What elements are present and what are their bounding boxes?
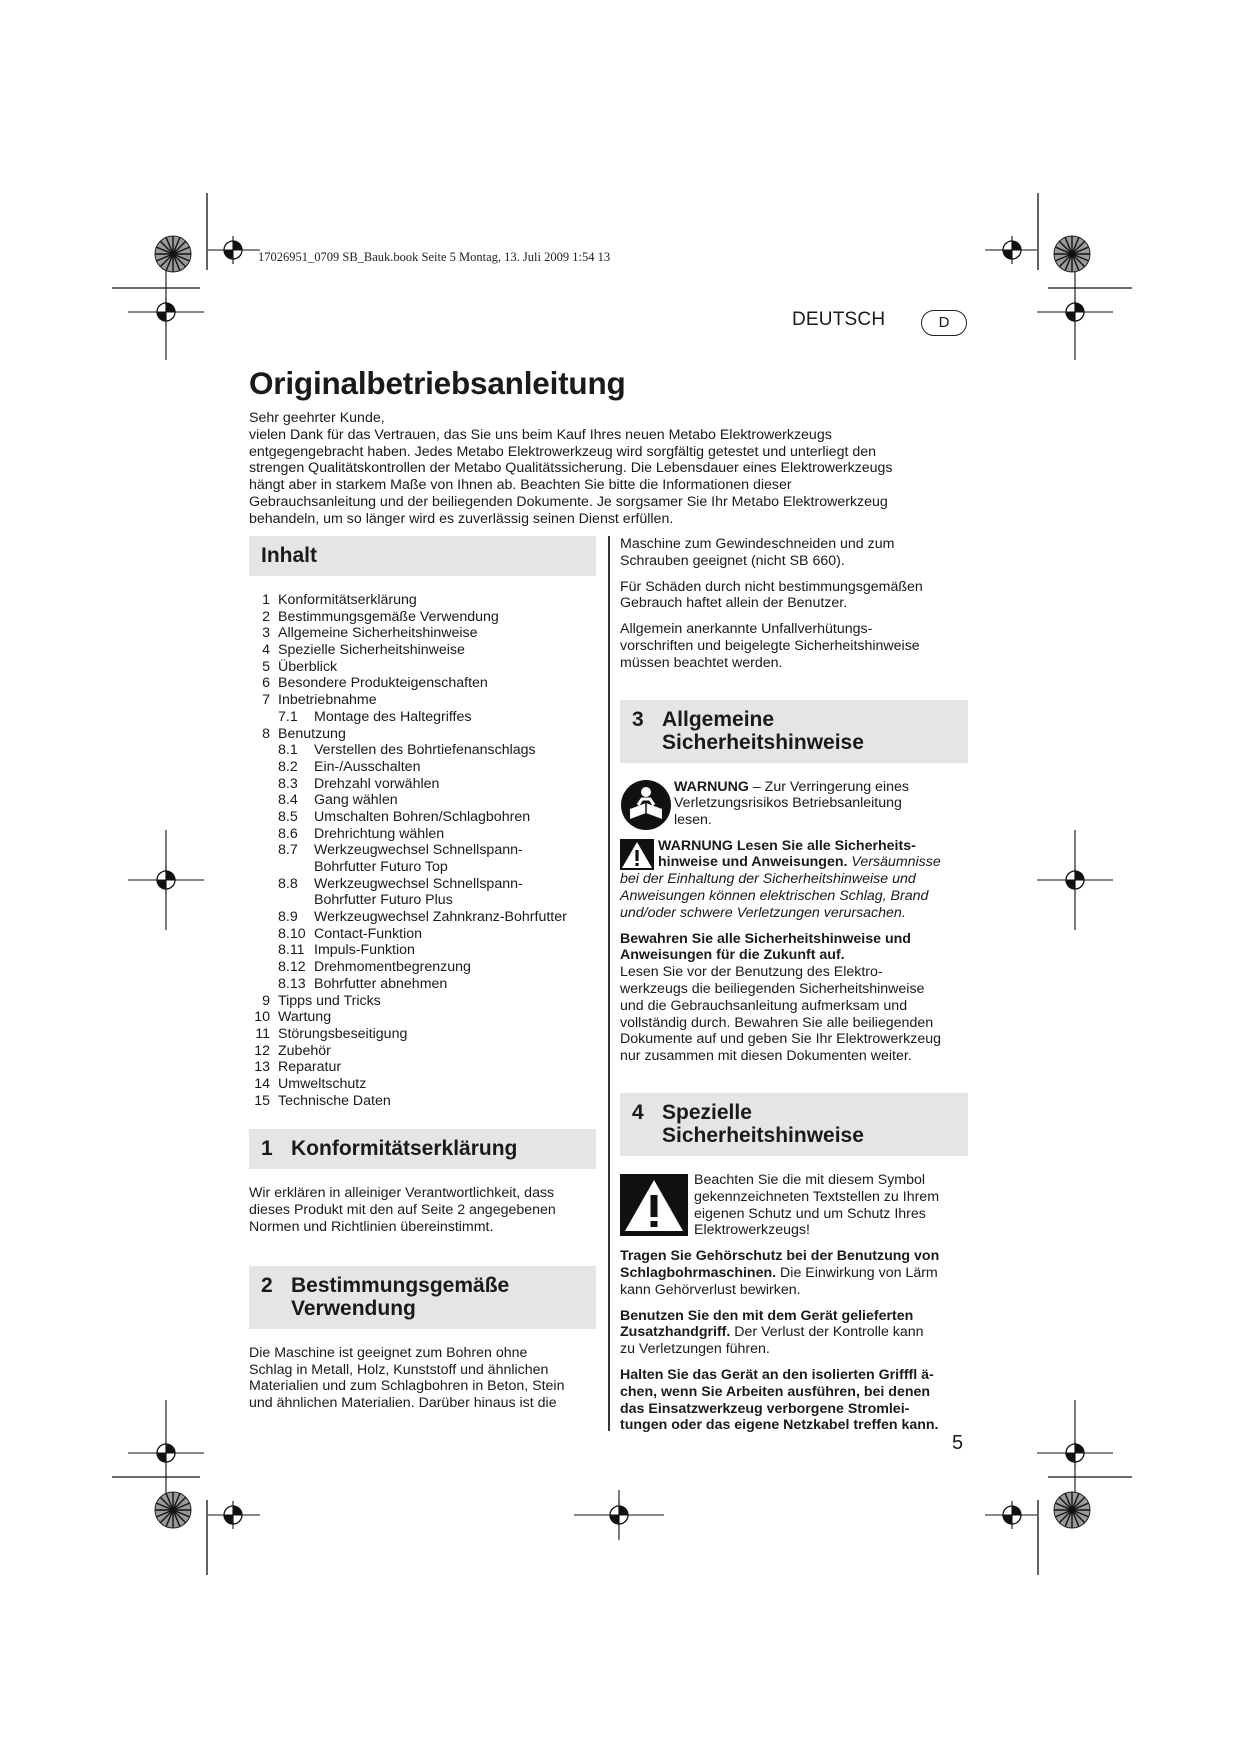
color-target-icon: [1054, 1492, 1090, 1528]
intro-text: [249, 410, 979, 528]
toc-item[interactable]: 12 Zubehör: [254, 1042, 331, 1059]
column-divider: [608, 536, 610, 1431]
registration-mark-icon: [208, 1501, 260, 1529]
toc-item[interactable]: 13 Reparatur: [254, 1059, 342, 1076]
registration-mark-icon: [208, 236, 260, 264]
registration-mark-icon: [1037, 1400, 1113, 1497]
toc-subitem[interactable]: 8.5 Umschalten Bohren/Schlagbohren: [278, 808, 531, 825]
paragraph: Maschine zum Gewindeschneiden und zum Schrauben geeignet (nicht SB 660).: [620, 536, 895, 569]
toc-item[interactable]: 3 Allgemeine Sicherheitshinweise: [262, 625, 478, 642]
language-code-badge: D: [921, 310, 967, 336]
intro-line: vielen Dank für das Vertrauen, das Sie uns beim Kauf Ihres neuen Metabo Elektrowerkzeugs: [249, 426, 832, 443]
paragraph: Benutzen Sie den mit dem Gerät gelieferten Zusatzhandgriff. Der Verlust der Kontrolle kann zu Verletzungen führen.: [620, 1307, 924, 1358]
toc-subitem[interactable]: 8.11 Impuls-Funktion: [278, 942, 415, 959]
special-symbol-note: Beachten Sie die mit diesem Symbol gekennzeichneten Textstellen zu Ihrem eigenen Schutz und um Schutz Ihres Elektrowerkzeugs!: [620, 1172, 968, 1239]
registration-mark-icon: [128, 1400, 204, 1497]
toc-subitem[interactable]: 8.7 Werkzeugwechsel Schnellspann-: [278, 842, 523, 859]
toc-subitem-continuation: Bohrfutter Futuro Top: [314, 859, 448, 875]
right-column: [620, 536, 968, 1443]
intro-line: strengen Qualitätskontrollen der Metabo Qualitätssicherung. Die Lebensdauer eines Elektrowerkzeugs: [249, 460, 893, 477]
toc-subitem-continuation: Bohrfutter Futuro Plus: [314, 892, 453, 909]
toc-item[interactable]: 1 Konformitätserklärung: [262, 592, 417, 608]
toc-subitem[interactable]: 8.4 Gang wählen: [278, 792, 398, 809]
toc-subitem[interactable]: 8.12 Drehmomentbegrenzung: [278, 959, 471, 976]
registration-mark-icon: [128, 830, 204, 930]
toc-item[interactable]: 2 Bestimmungsgemäße Verwendung: [262, 608, 499, 625]
section-heading-4: 4 Spezielle Sicherheitshinweise: [620, 1093, 968, 1156]
left-column: [249, 536, 596, 1421]
paragraph: Für Schäden durch nicht bestimmungsgemäßen Gebrauch haftet allein der Benutzer.: [620, 578, 923, 612]
toc-subitem[interactable]: 8.1 Verstellen des Bohrtiefenanschlags: [278, 742, 536, 759]
section-heading-2: 2 Bestimmungsgemäße Verwendung: [249, 1266, 596, 1329]
toc-item[interactable]: 14 Umweltschutz: [254, 1075, 367, 1092]
toc-item[interactable]: 11 Störungsbeseitigung: [255, 1025, 408, 1042]
section-2-text: Die Maschine ist geeignet zum Bohren ohne Schlag in Metall, Holz, Kunststoff und ähnlichen Materialien und zum Schlagbohren in Beton, Stein und ähnlichen Materialien. Darüber hinaus ist die: [249, 1344, 565, 1412]
toc-item[interactable]: 10 Wartung: [254, 1009, 332, 1026]
registration-mark-icon: [1037, 830, 1113, 930]
registration-mark-icon: [1037, 270, 1113, 360]
intro-line: behandeln, um so länger wird es zuverlässig seinen Dienst erfüllen.: [249, 510, 674, 527]
toc-subitem[interactable]: 8.13 Bohrfutter abnehmen: [278, 975, 448, 992]
toc-subitem[interactable]: 8.2 Ein-/Ausschalten: [278, 758, 421, 775]
warning-triangle-icon: [620, 839, 654, 870]
table-of-contents: [249, 592, 596, 1109]
section-1-text: Wir erklären in alleiniger Verantwortlichkeit, dass dieses Produkt mit den auf Seite 2 angegebenen Normen und Richtlinien übereinstimmt.: [249, 1185, 556, 1235]
registration-mark-icon: [574, 1490, 664, 1540]
section-heading-3: 3 Allgemeine Sicherheitshinweise: [620, 700, 968, 763]
color-target-icon: [155, 1492, 191, 1528]
toc-item[interactable]: 9 Tipps und Tricks: [262, 992, 381, 1009]
page-title: Originalbetriebsanleitung: [249, 365, 626, 401]
toc-subitem[interactable]: 7.1 Montage des Haltegriffes: [278, 708, 472, 725]
salutation: Sehr geehrter Kunde,: [249, 410, 385, 426]
toc-subitem[interactable]: 8.8 Werkzeugwechsel Schnellspann-: [278, 875, 523, 892]
section-heading-1: 1 Konformitätserklärung: [249, 1129, 596, 1169]
toc-item[interactable]: 5 Überblick: [262, 658, 338, 675]
file-header: 17026951_0709 SB_Bauk.book Seite 5 Montag, 13. Juli 2009 1:54 13: [258, 250, 611, 264]
registration-mark-icon: [985, 1501, 1037, 1529]
toc-item[interactable]: 4 Spezielle Sicherheitshinweise: [262, 642, 465, 659]
toc-item[interactable]: 6 Besondere Produkteigenschaften: [262, 675, 488, 692]
toc-item[interactable]: 8 Benutzung: [262, 725, 346, 742]
warning-read-all: WARNUNG Lesen Sie alle Sicherheits- hinweise und Anweisungen. Versäumnisse bei der Einhaltung der Sicherheitshinweise und Anweisungen können elektrischen Schlag, Brand und/oder schwere Verletzungen verursachen.: [620, 837, 941, 921]
color-target-icon: [1054, 236, 1090, 272]
language-label: DEUTSCH: [792, 309, 886, 330]
intro-line: entgegengebracht haben. Jedes Metabo Elektrowerkzeug wird sorgfältig getestet und unterliegt den: [249, 443, 877, 460]
toc-heading: Inhalt: [249, 536, 596, 576]
warning-triangle-icon: [620, 1174, 688, 1236]
read-manual-icon: [620, 779, 672, 831]
toc-subitem[interactable]: 8.9 Werkzeugwechsel Zahnkranz-Bohrfutter: [278, 909, 567, 926]
warning-read-manual: WARNUNG – Zur Verringerung eines Verletzungsrisikos Betriebsanleitung lesen.: [620, 779, 968, 831]
toc-subitem[interactable]: 8.6 Drehrichtung wählen: [278, 825, 445, 842]
registration-mark-icon: [985, 236, 1037, 264]
toc-subitem[interactable]: 8.10 Contact-Funktion: [278, 925, 423, 942]
intro-line: Gebrauchsanleitung und der beiliegenden Dokumente. Je sorgsamer Sie Ihr Metabo Elektrowerkzeug: [249, 493, 888, 510]
keep-instructions: Bewahren Sie alle Sicherheitshinweise und Anweisungen für die Zukunft auf. Lesen Sie vor der Benutzung des Elektro- werkzeugs die beiliegenden Sicherheitshinweise und die Gebrauchsanleitung aufmerksam und vollständig durch. Bewahren Sie alle beiliegenden Dokumente auf und geben Sie Ihr Elektrowerkzeug nur zusammen mit diesen Dokumenten weiter.: [620, 930, 941, 1065]
page-number: 5: [952, 1432, 964, 1454]
paragraph: Allgemein anerkannte Unfallverhütungs- vorschriften und beigelegte Sicherheitshinweise müssen beachtet werden.: [620, 621, 920, 671]
intro-line: hängt aber in starkem Maße von Ihnen ab. Beachten Sie bitte die Informationen dieser: [249, 477, 792, 494]
registration-mark-icon: [128, 270, 204, 360]
color-target-icon: [155, 236, 191, 272]
paragraph: Halten Sie das Gerät an den isolierten Grifffl ä- chen, wenn Sie Arbeiten ausführen, bei denen das Einsatzwerkzeug verborgene Stromlei- tungen oder das eigene Netzkabel treffen kann.: [620, 1366, 939, 1434]
toc-subitem[interactable]: 8.3 Drehzahl vorwählen: [278, 775, 440, 792]
toc-item[interactable]: 15 Technische Daten: [254, 1092, 391, 1109]
paragraph: Tragen Sie Gehörschutz bei der Benutzung von Schlagbohrmaschinen. Die Einwirkung von Lärm kann Gehörverlust bewirken.: [620, 1248, 940, 1298]
toc-item[interactable]: 7 Inbetriebnahme: [262, 692, 377, 709]
